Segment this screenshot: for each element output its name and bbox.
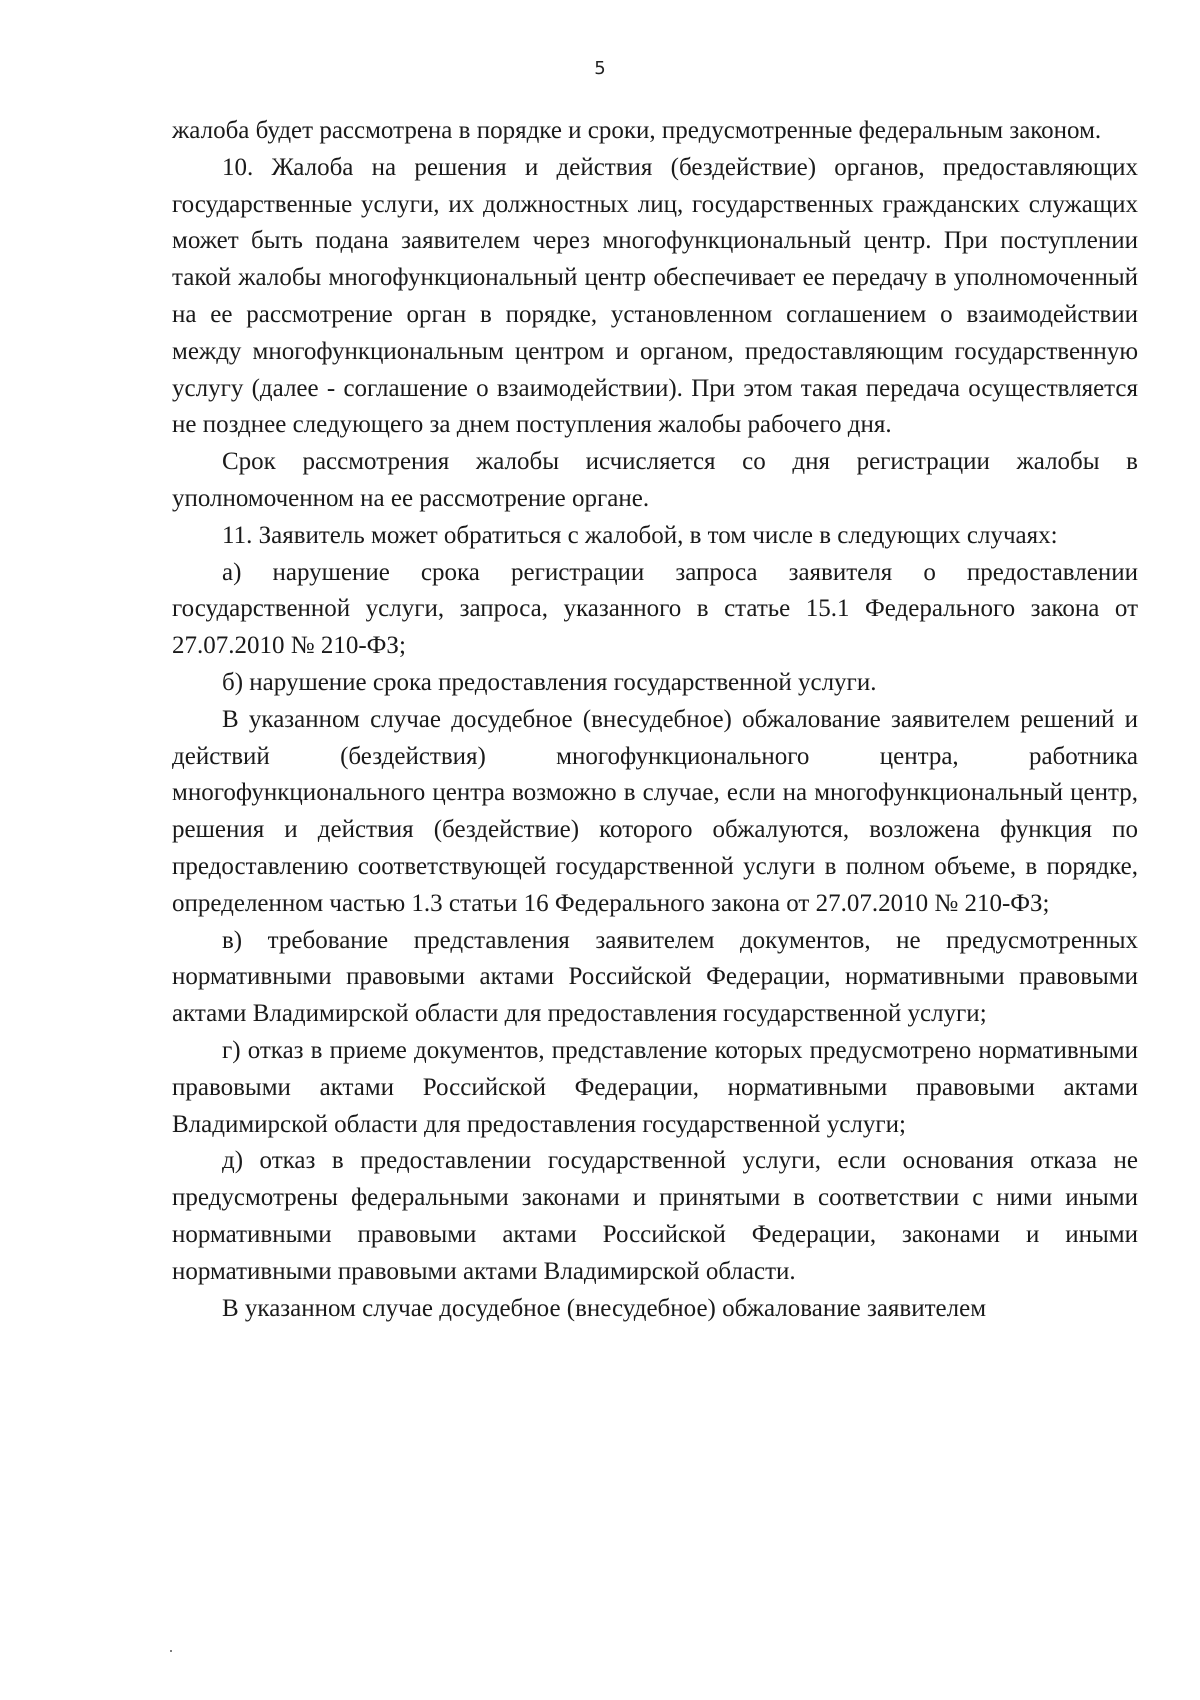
paragraph-subitem-v: в) требование представления заявителем документов, не предусмотренных нормативными правовыми актами Российской Федерации, нормативными правовыми актами Владимирской области для предоставления государственной услуги; <box>172 926 1138 1028</box>
paragraph-subitem-g: г) отказ в приеме документов, представление которых предусмотрено нормативными правовыми актами Российской Федерации, нормативными правовыми актами Владимирской области для предоставления государственной услуги; <box>172 1036 1138 1138</box>
paragraph-subitem-b: б) нарушение срока предоставления государственной услуги. <box>222 668 877 696</box>
paragraph-subitem-d: д) отказ в предоставлении государственной услуги, если основания отказа не предусмотрены федеральными законами и принятыми в соответствии с ними иными нормативными правовыми актами Российской Федерации, законами и иными нормативными правовыми актами Владимирской области. <box>172 1147 1138 1285</box>
page-number: 5 <box>594 58 606 79</box>
paragraph-subitem-a: а) нарушение срока регистрации запроса заявителя о предоставлении государственной услуги, запроса, указанного в статье 15.1 Федерального закона от 27.07.2010 № 210-ФЗ; <box>172 558 1138 660</box>
paragraph-mfc-appeal-note: В указанном случае досудебное (внесудебное) обжалование заявителем решений и действий (бездействия) многофункционального центра, работника многофункционального центра возможно в случае, если на многофункциональный центр, решения и действия (бездействие) которого обжалуются, возложена функция по предоставлению соответствующей государственной услуги в полном объеме, в порядке, определенном частью 1.3 статьи 16 Федерального закона от 27.07.2010 № 210-ФЗ; <box>172 705 1138 917</box>
document-body <box>172 113 1138 1327</box>
paragraph-item-11: 11. Заявитель может обратиться с жалобой, в том числе в следующих случаях: <box>222 521 1058 549</box>
paragraph-item-10: 10. Жалоба на решения и действия (бездействие) органов, предоставляющих государственные услуги, их должностных лиц, государственных гражданских служащих может быть подана заявителем через многофункциональный центр. При поступлении такой жалобы многофункциональный центр обеспечивает ее передачу в уполномоченный на ее рассмотрение орган в порядке, установленном соглашением о взаимодействии между многофункциональным центром и органом, предоставляющим государственную услугу (далее - соглашение о взаимодействии). При этом такая передача осуществляется не позднее следующего за днем поступления жалобы рабочего дня. <box>172 153 1138 439</box>
paragraph-review-period: Срок рассмотрения жалобы исчисляется со дня регистрации жалобы в уполномоченном на ее рассмотрение органе. <box>172 448 1138 512</box>
scan-speck <box>170 1650 172 1652</box>
paragraph-complaint-review-terms: жалоба будет рассмотрена в порядке и сроки, предусмотренные федеральным законом. <box>172 117 1102 144</box>
paragraph-appeal-continuation: В указанном случае досудебное (внесудебное) обжалование заявителем <box>222 1294 987 1322</box>
